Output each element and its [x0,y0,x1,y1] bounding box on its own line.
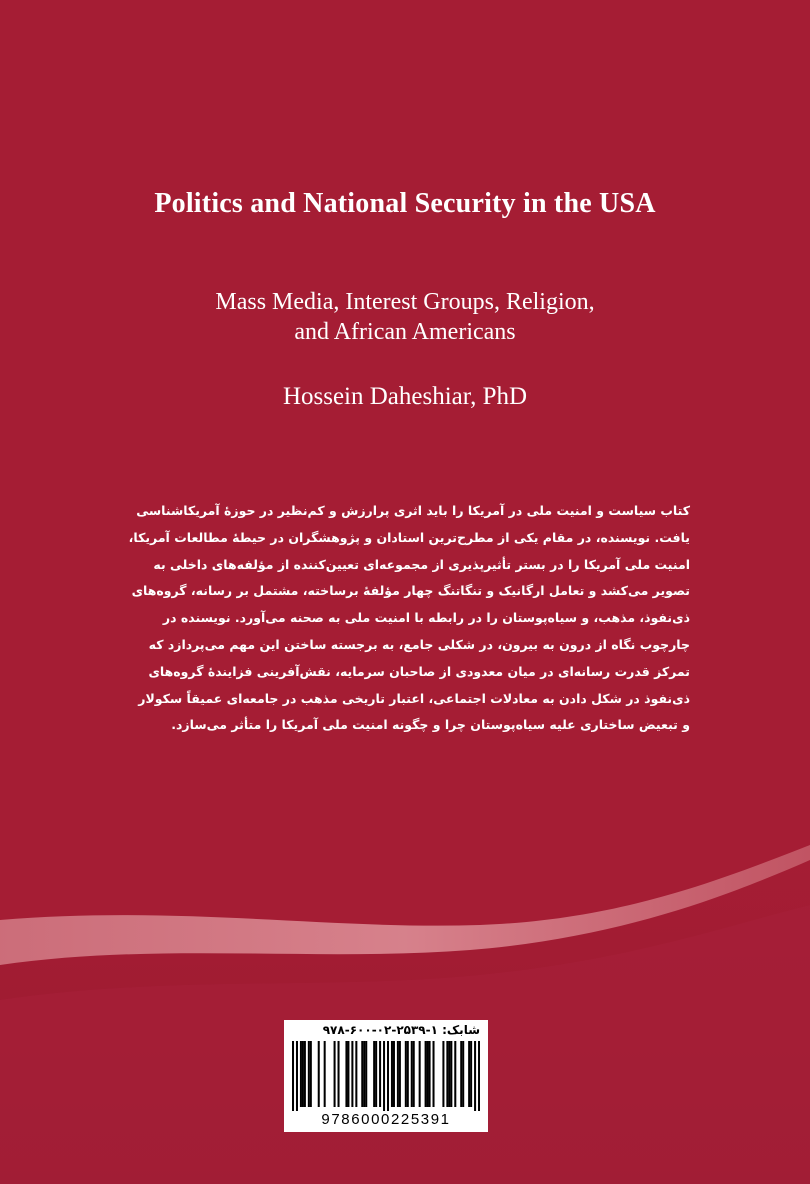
barcode-bar [365,1041,367,1107]
barcode-bar [310,1041,312,1107]
barcode-bar [419,1041,421,1107]
description-line: امنیت ملی آمریکا را در بستر تأثیرپذیری از مجموعه‌ای تعیین‌کننده از مؤلفه‌های داخلی به [153,556,690,572]
barcode-digits: 9786000225391 [321,1111,451,1128]
barcode-bar [425,1041,427,1107]
description-line: کتاب سیاست و امنیت ملی در آمریکا را باید اثری پرارزش و کم‌نظیر در حوزهٔ آمریکاشناسی [136,503,690,518]
barcode-bar [474,1041,476,1111]
barcode-bars [292,1041,480,1111]
description-line: ذی‌نفوذ، مذهب، و سیاه‌پوستان را در رابطه با امنیت ملی به صحنه می‌آورد. نویسنده در [162,610,690,626]
barcode-bar [304,1041,306,1107]
barcode-bar [383,1041,385,1111]
barcode-bar [302,1041,304,1107]
barcode-bar [324,1041,326,1107]
barcode-bar [405,1041,407,1107]
barcode-bar [397,1041,399,1107]
barcode-bar [468,1041,470,1107]
barcode-bar [334,1041,336,1107]
barcode-bar [345,1041,347,1107]
book-title: Politics and National Security in the USA [154,188,656,219]
subtitle-line-1: Mass Media, Interest Groups, Religion, [215,289,595,315]
barcode-bar [411,1041,413,1107]
barcode-bar [375,1041,377,1107]
book-subtitle [0,287,810,347]
barcode-bar [363,1041,365,1107]
barcode-bar [429,1041,431,1107]
author-name: Hossein Daheshiar, PhD [282,383,528,410]
barcode-bar [347,1041,349,1107]
barcode-bar [454,1041,456,1107]
barcode-bar [446,1041,448,1107]
barcode-bar [296,1041,298,1111]
barcode-bar [318,1041,320,1107]
barcode-box [284,1020,488,1132]
isbn-label: شابک: ۱-۲۵۳۹-۰۲-۶۰۰-۹۷۸ [322,1023,480,1037]
barcode-bar [361,1041,363,1107]
barcode-bar [387,1041,389,1111]
description-line: چارچوب نگاه از درون به بیرون، در شکلی جامع، به برجسته ساختن این مهم می‌پردازد که [148,636,690,652]
description-line: تصویر می‌کشد و تعامل ارگانیک و تنگاتنگ چهار مؤلفهٔ برساخته، مشتمل بر رسانه، گروه‌های [131,583,690,599]
barcode-bar [470,1041,472,1107]
barcode-bar [399,1041,401,1107]
description-line: تمرکز قدرت رسانه‌ای در میان معدودی از صاحبان سرمایه، نقش‌آفرینی فزایندهٔ گروه‌های [148,663,690,679]
barcode-bar [450,1041,452,1107]
description-line: و تبعیض ساختاری علیه سیاه‌پوستان چرا و چگونه امنیت ملی آمریکا را متأثر می‌سازد. [171,717,690,733]
barcode-bar [433,1041,435,1107]
barcode-bar [292,1041,294,1111]
barcode-bar [338,1041,340,1107]
barcode-bar [442,1041,444,1107]
barcode-bar [393,1041,395,1107]
barcode-bar [308,1041,310,1107]
barcode-bar [391,1041,393,1107]
description-line: یافت. نویسنده، در مقام یکی از مطرح‌ترین استادان و پژوهشگران در حیطهٔ مطالعات آمریکا، [128,529,690,545]
barcode-bar [379,1041,381,1107]
barcode-bar [407,1041,409,1107]
barcode-bar [427,1041,429,1107]
barcode-bar [478,1041,480,1111]
subtitle-line-2: and African Americans [294,319,516,345]
book-description [120,498,690,739]
barcode-bar [351,1041,353,1107]
barcode-bar [300,1041,302,1107]
barcode-bar [462,1041,464,1107]
barcode-bar [460,1041,462,1107]
barcode-bar [373,1041,375,1107]
barcode-bar [355,1041,357,1107]
description-line: ذی‌نفوذ در شکل دادن به معادلات اجتماعی، اعتبار تاریخی مذهب در جامعه‌ای عمیقاً سکولار [138,690,690,706]
barcode-bar [413,1041,415,1107]
barcode-bar [448,1041,450,1107]
